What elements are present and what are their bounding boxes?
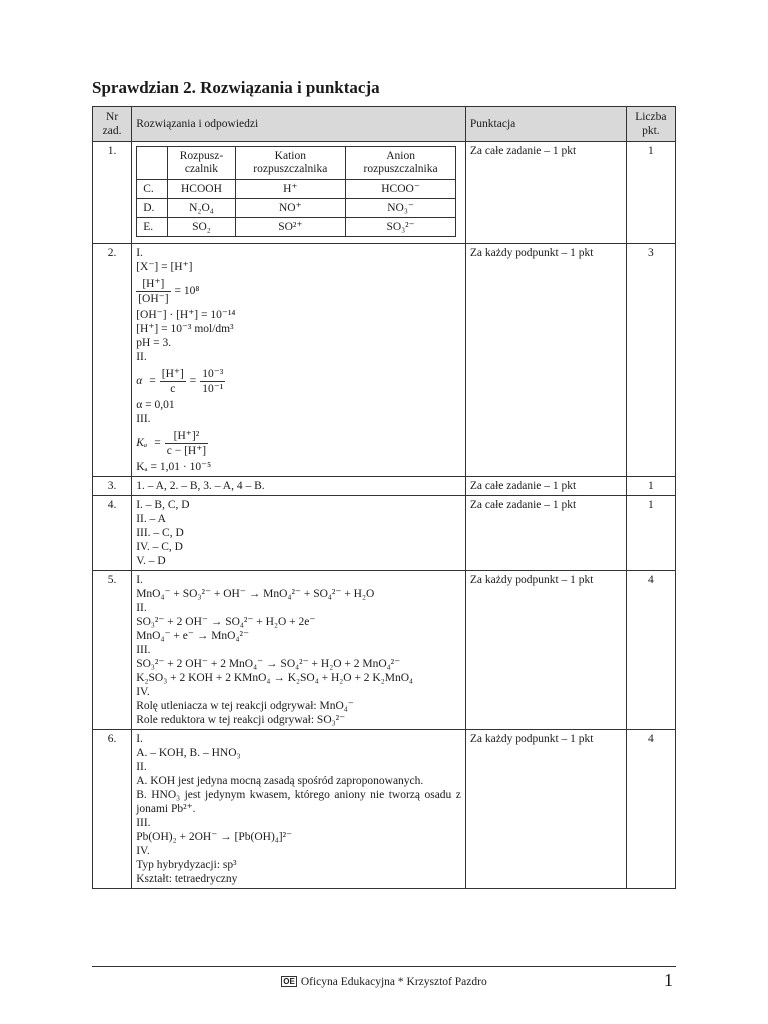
table-header-row [93,107,676,142]
table-row-task-1 [93,142,676,244]
inner-row-label: D. [137,199,168,218]
solution-line: MnO₄⁻ + SO₃²⁻ + OH⁻ → MnO₄²⁻ + SO₄²⁻ + H₂O [136,588,375,600]
solvent-ions-table [136,146,456,237]
equation-ratio [136,274,461,308]
inner-header-anion [345,147,455,180]
fraction-numerator: 10⁻³ [202,367,224,380]
equation-rhs: = 10⁸ [174,285,200,297]
header-zad-line: zad. [102,125,122,137]
inner-row [137,180,456,199]
solution-line: IV. [136,686,150,698]
inner-anion: SO₃²⁻ [345,218,455,237]
fraction-denominator: c − [H⁺] [166,444,207,457]
solution-line: MnO₄⁻ + e⁻ → MnO₄²⁻ [136,630,250,642]
inner-cation: SO²⁺ [235,218,345,237]
header-nr-line: Nr [106,111,119,123]
inner-solvent: HCOOH [168,180,236,199]
solution-line: A. – KOH, B. – HNO₃ [136,747,241,759]
task-solution [132,496,466,571]
inner-corner-cell [137,147,168,180]
solution-line: I. [136,574,143,586]
solution-line: II. – A [136,513,166,525]
task-solution [132,571,466,730]
footer-divider [92,966,676,967]
solution-line: II. [136,351,147,363]
inner-cation: H⁺ [235,180,345,199]
solution-line: SO₃²⁻ + 2 OH⁻ → SO₄²⁻ + H₂O + 2e⁻ [136,616,316,628]
task-number: 6. [93,730,132,889]
task-point-count: 3 [626,244,675,477]
header-point-count [626,107,675,142]
solution-line: A. KOH jest jedyna mocną zasadą spośród zaproponowanych. [136,775,424,787]
solution-line: α = 0,01 [136,399,175,411]
solution-line: I. [136,733,143,745]
table-row-task-5 [93,571,676,730]
fraction [165,429,208,458]
solution-line: IV. [136,845,150,857]
table-row-task-6 [93,730,676,889]
equals-sign: = [149,375,156,387]
ka-symbol: Kₐ [136,437,148,449]
header-task-number [93,107,132,142]
footer-publisher: Oficyna Edukacyjna * Krzysztof Pazdro [300,976,487,988]
fraction-denominator: c [170,382,176,395]
task-number: 3. [93,477,132,496]
inner-cation: NO⁺ [235,199,345,218]
inner-row [137,199,456,218]
task-number: 2. [93,244,132,477]
inner-row [137,218,456,237]
header-solutions: Rozwiązania i odpowiedzi [132,107,466,142]
solution-line: III. [136,817,151,829]
equation-ka [136,426,461,460]
inner-header-text: Anion [386,150,415,162]
task-point-count: 4 [626,571,675,730]
inner-solvent: SO₂ [168,218,236,237]
task-points: Za całe zadanie – 1 pkt [465,142,626,244]
fraction [200,367,225,396]
task-solution [132,730,466,889]
inner-header-text: rozpuszczalnika [363,163,438,175]
inner-header-text: Kation [274,150,306,162]
inner-header-cation [235,147,345,180]
fraction-numerator: [H⁺] [161,367,184,380]
header-liczba-line: Liczba [635,111,667,123]
inner-header-row [137,147,456,180]
inner-header-text: rozpuszczalnika [253,163,328,175]
task-points: Za każdy podpunkt – 1 pkt [465,571,626,730]
equals-sign: = [189,375,197,387]
task-points: Za każdy podpunkt – 1 pkt [465,244,626,477]
inner-row-label: C. [137,180,168,199]
task-number: 1. [93,142,132,244]
task-solution [132,142,466,244]
solution-line: K₂SO₃ + 2 KOH + 2 KMnO₄ → K₂SO₄ + H₂O + 2 K₂MnO₄ [136,672,414,684]
task-points: Za całe zadanie – 1 pkt [465,496,626,571]
solution-line: B. HNO₃ jest jedynym kwasem, którego aniony nie tworzą osadu z jonami Pb²⁺. [136,789,461,815]
page-title: Sprawdzian 2. Rozwiązania i punktacja [92,78,380,97]
solutions-table [92,106,676,889]
solution-line: Kształt: tetraedryczny [136,873,238,885]
solution-line: III. [136,413,151,425]
solution-line: III. [136,644,151,656]
solution-line: IV. – C, D [136,541,183,553]
fraction-denominator: 10⁻¹ [202,382,224,395]
solution-line: II. [136,602,147,614]
page-number: 1 [664,970,673,990]
solution-line: Pb(OH)₂ + 2OH⁻ → [Pb(OH)₄]²⁻ [136,831,293,843]
solution-line: SO₃²⁻ + 2 OH⁻ + 2 MnO₄⁻ → SO₄²⁻ + H₂O + 2 MnO₄²⁻ [136,658,401,670]
task-point-count: 1 [626,477,675,496]
header-points: Punktacja [465,107,626,142]
task-point-count: 1 [626,496,675,571]
solution-line: [OH⁻] · [H⁺] = 10⁻¹⁴ [136,309,236,321]
table-row-task-4 [93,496,676,571]
fraction [160,367,186,396]
task-number: 4. [93,496,132,571]
task-points: Za całe zadanie – 1 pkt [465,477,626,496]
task-points: Za każdy podpunkt – 1 pkt [465,730,626,889]
footer [0,976,768,988]
solution-line: III. – C, D [136,527,184,539]
table-row-task-2 [93,244,676,477]
solution-line: I. – B, C, D [136,499,190,511]
header-pkt-line: pkt. [642,125,660,137]
solution-line: [X⁻] = [H⁺] [136,261,193,273]
fraction [136,277,170,306]
solution-line: Role reduktora w tej reakcji odgrywał: SO₃²⁻ [136,714,346,726]
task-solution [132,244,466,477]
task-solution: 1. – A, 2. – B, 3. – A, 4 – B. [132,477,466,496]
fraction-denominator: [OH⁻] [138,292,169,305]
inner-anion: HCOO⁻ [345,180,455,199]
inner-header-text: Rozpusz- [179,150,224,162]
solution-line: I. [136,247,143,259]
inner-header-text: czalnik [184,163,219,175]
solution-line: V. – D [136,555,166,567]
alpha-symbol: α [136,375,143,387]
task-point-count: 1 [626,142,675,244]
inner-anion: NO₃⁻ [345,199,455,218]
equation-alpha [136,364,461,398]
publisher-logo-icon: OE [283,977,295,986]
fraction-numerator: [H⁺]² [165,429,208,444]
solution-line: Rolę utleniacza w tej reakcji odgrywał: MnO₄⁻ [136,700,354,712]
solution-line: Typ hybrydyzacji: sp³ [136,859,237,871]
solution-line: Kₐ = 1,01 · 10⁻⁵ [136,461,212,473]
solution-line: II. [136,761,147,773]
equals-sign: = [154,437,161,449]
fraction-numerator: [H⁺] [136,277,170,292]
table-row-task-3 [93,477,676,496]
inner-solvent: N₂O₄ [168,199,236,218]
solution-line: pH = 3. [136,337,172,349]
inner-row-label: E. [137,218,168,237]
inner-header-solvent [168,147,236,180]
task-number: 5. [93,571,132,730]
solution-line: [H⁺] = 10⁻³ mol/dm³ [136,323,234,335]
task-point-count: 4 [626,730,675,889]
